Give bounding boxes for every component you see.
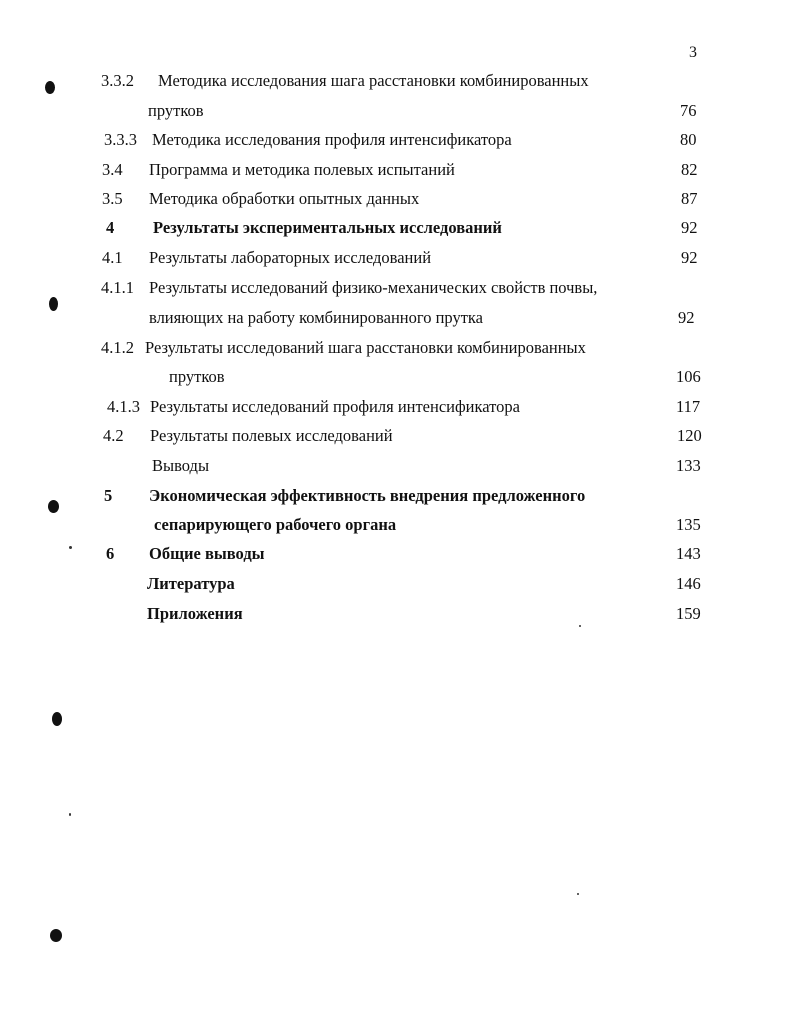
toc-entry-title: Методика обработки опытных данных [149, 189, 420, 208]
toc-entry-title: Литература [147, 574, 235, 593]
toc-entry-number: 4.2 [103, 426, 124, 445]
toc-entry-page: 92 [678, 308, 695, 327]
toc-entry-page: 76 [680, 101, 697, 120]
toc-entry-number: 3.4 [102, 160, 123, 179]
toc-entry-page: 159 [676, 604, 701, 623]
toc-entry-title: Общие выводы [149, 544, 265, 563]
scan-speck [579, 625, 581, 627]
toc-entry-number: 4 [106, 218, 115, 237]
toc-entry-title: Выводы [152, 456, 210, 475]
toc-entry-page: 135 [676, 515, 701, 534]
toc-entry-page: 92 [681, 218, 698, 237]
toc-entry-title: Методика исследования профиля интенсификатора [152, 130, 512, 149]
toc-entry-title: Экономическая эффективность внедрения предложенного [149, 486, 586, 505]
toc-entry-title: Результаты исследований профиля интенсификатора [150, 397, 520, 416]
toc-entry-page: 87 [681, 189, 698, 208]
scan-speck [577, 893, 579, 895]
toc-entry-title: Приложения [147, 604, 243, 623]
toc-entry-page: 92 [681, 248, 698, 267]
toc-entry-page: 120 [677, 426, 702, 445]
scan-speck [69, 813, 71, 816]
toc-entry-title: Методика исследования шага расстановки комбинированных [158, 71, 589, 90]
toc-entry-number: 3.5 [102, 189, 123, 208]
toc-entry-page: 133 [676, 456, 701, 475]
punch-mark [50, 929, 62, 942]
toc-entry-page: 146 [676, 574, 701, 593]
toc-entry-number: 4.1.1 [101, 278, 134, 297]
toc-entry-title: Результаты экспериментальных исследований [153, 218, 502, 237]
toc-entry-number: 4.1.2 [101, 338, 134, 357]
toc-entry-title-continuation: прутков [148, 101, 204, 120]
toc-entry-number: 3.3.3 [104, 130, 137, 149]
punch-mark [48, 500, 59, 513]
page-number: 3 [689, 44, 697, 61]
toc-entry-page: 117 [676, 397, 701, 416]
scan-speck [69, 546, 72, 549]
punch-mark [49, 297, 58, 311]
punch-mark [52, 712, 62, 726]
toc-entry-title: Результаты исследований физико-механических свойств почвы, [149, 278, 598, 297]
toc-entry-number: 3.3.2 [101, 71, 134, 90]
toc-entry-page: 106 [676, 367, 701, 386]
toc-entry-number: 5 [104, 486, 113, 505]
toc-entry-title: Результаты исследований шага расстановки комбинированных [145, 338, 586, 357]
toc-entry-title-continuation: влияющих на работу комбинированного прутка [149, 308, 484, 327]
toc-entry-page: 143 [676, 544, 701, 563]
toc-entry-title: Результаты лабораторных исследований [149, 248, 432, 267]
toc-entry-title-continuation: сепарирующего рабочего органа [154, 515, 397, 534]
punch-mark [45, 81, 55, 94]
toc-entry-number: 4.1 [102, 248, 123, 267]
toc-entry-number: 6 [106, 544, 115, 563]
toc-entry-number: 4.1.3 [107, 397, 140, 416]
toc-entry-title-continuation: прутков [169, 367, 225, 386]
toc-entry-page: 80 [680, 130, 697, 149]
toc-entry-page: 82 [681, 160, 698, 179]
toc-entry-title: Результаты полевых исследований [150, 426, 393, 445]
toc-entry-title: Программа и методика полевых испытаний [149, 160, 455, 179]
